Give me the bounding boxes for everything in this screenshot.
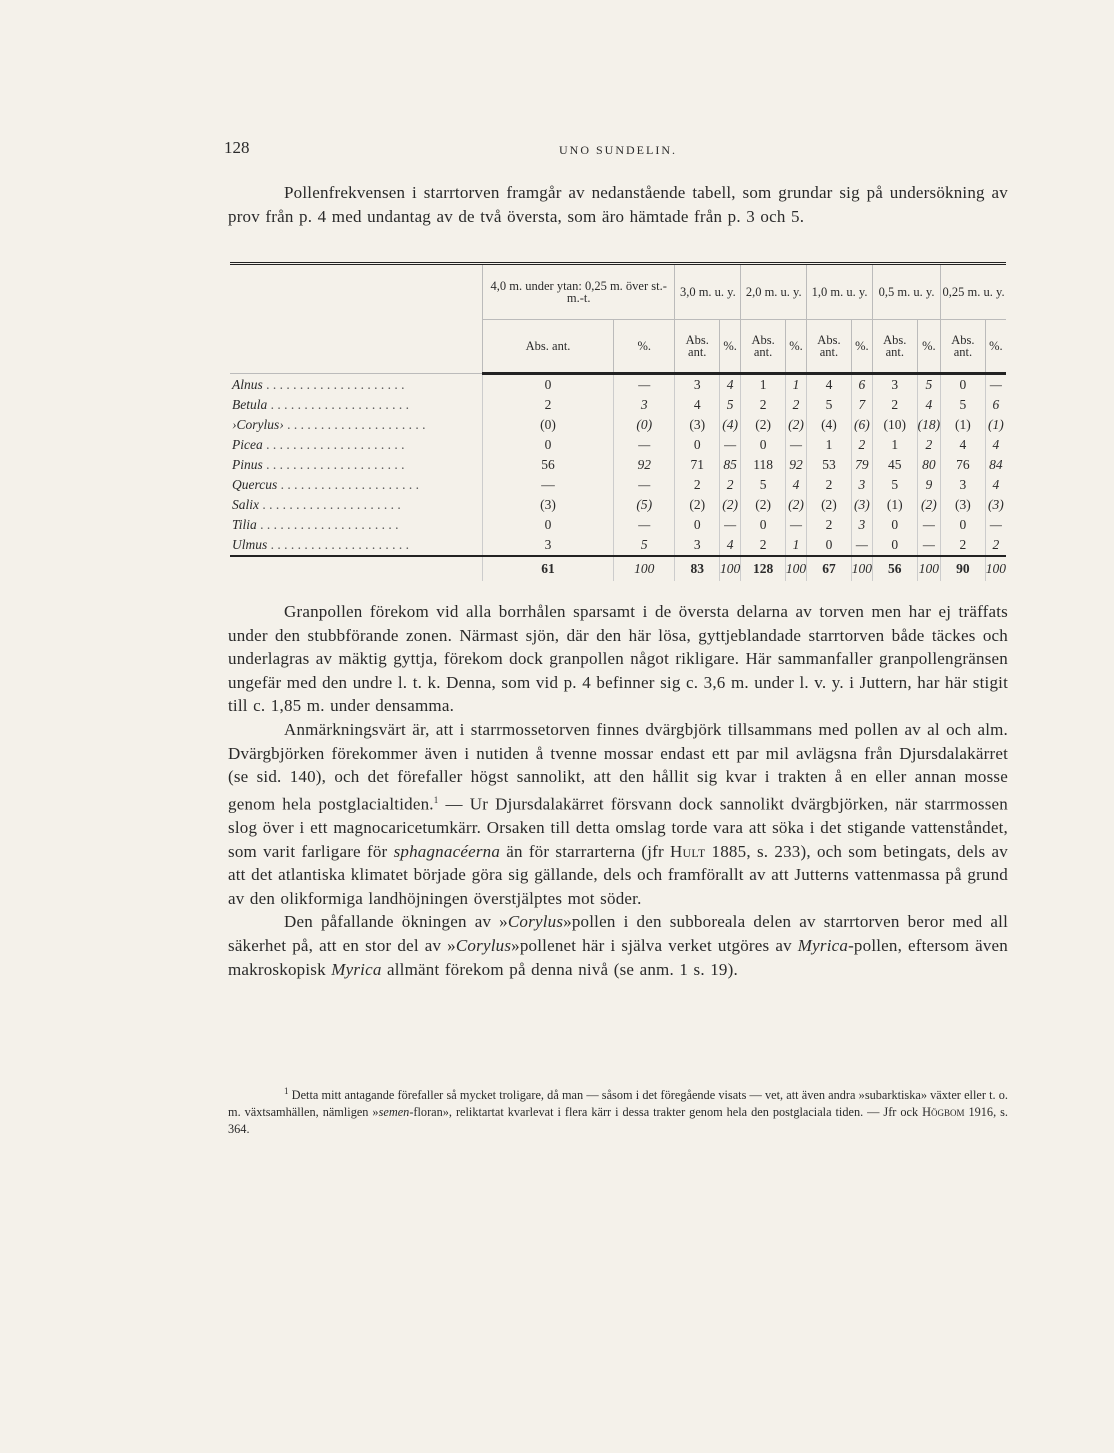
text-segment: Corylus	[455, 935, 512, 955]
abs-count-header: Abs. ant.	[807, 320, 852, 374]
abs-total: 90	[941, 556, 986, 581]
abs-count-cell: (2)	[675, 495, 720, 515]
text-segment: sphagnacéerna	[393, 841, 501, 861]
text-segment: »pollenet här i själva verket utgöres av	[511, 935, 798, 955]
text-segment: Pollenfrekvensen i starrtorven framgår av nedanstående tabell, som grundar sig på undersökning av prov från p. 4 med undantag av de två översta, som äro hämtade från p. 3 och 5.	[228, 183, 1008, 226]
abs-count-header: Abs. ant.	[873, 320, 918, 374]
totals-row	[230, 556, 1006, 581]
percent-total: 100	[785, 556, 806, 581]
percent-cell: 79	[851, 455, 872, 475]
abs-count-cell: 2	[807, 475, 852, 495]
paragraph	[228, 181, 1008, 228]
percent-cell: 3	[614, 395, 675, 415]
percent-cell: 5	[720, 395, 741, 415]
table-row	[230, 435, 1006, 455]
percent-cell: 9	[917, 475, 941, 495]
percent-cell: 92	[614, 455, 675, 475]
abs-count-cell: 0	[873, 535, 918, 556]
percent-cell: 4	[985, 475, 1006, 495]
percent-cell: —	[614, 435, 675, 455]
percent-cell: —	[785, 515, 806, 535]
text-segment: Den påfallande ökningen av »	[284, 912, 508, 932]
percent-cell: (1)	[985, 415, 1006, 435]
text-segment: 1885, s. 233), och som betingats, dels av att det atlantiska klimatet började göra sig gällande, dels och framförallt av att Jutterns vattenmassa på grund av den olikformiga landhöjningen överstjälptes mot söder.	[228, 841, 1008, 908]
abs-count-header: Abs. ant.	[941, 320, 986, 374]
table-row	[230, 475, 1006, 495]
percent-cell: 4	[720, 374, 741, 396]
abs-count-cell: 0	[483, 515, 614, 535]
table-row	[230, 415, 1006, 435]
abs-count-cell: 53	[807, 455, 852, 475]
abs-count-cell: —	[483, 475, 614, 495]
percent-cell: (4)	[720, 415, 741, 435]
percent-cell: (2)	[917, 495, 941, 515]
abs-count-cell: 5	[741, 475, 786, 495]
text-segment: »pollen i den subboreala delen av starrtorven beror med all säkerhet på, att en stor del av »	[228, 912, 1009, 955]
taxon-name: ›Corylus› . . .	[230, 415, 483, 435]
page-number: 128	[224, 138, 250, 157]
taxon-name: Alnus . . .	[230, 374, 483, 396]
percent-header: %.	[851, 320, 872, 374]
text-segment: Anmärkningsvärt är, att i starrmossetorven finnes dvärgbjörk tillsammans med pollen av al och alm. Dvärgbjörken förekommer även i nutiden å tvenne mossar endast ett par mil avlägsna från Djursdalakärret (se sid. 140), och det förefaller högst sannolikt, att den hållit sig kvar i trakten å en eller annan mosse genom hela postglacialtiden.	[228, 719, 1008, 814]
text-segment: Corylus	[507, 912, 564, 932]
percent-cell: (2)	[785, 495, 806, 515]
table-row	[230, 515, 1006, 535]
abs-count-cell: (3)	[483, 495, 614, 515]
body-paragraphs	[228, 600, 1008, 981]
abs-count-header: Abs. ant.	[483, 320, 614, 374]
percent-header: %.	[720, 320, 741, 374]
taxon-header-blank	[230, 264, 483, 374]
percent-cell: 6	[851, 374, 872, 396]
abs-total: 83	[675, 556, 720, 581]
percent-cell: 4	[720, 535, 741, 556]
abs-count-cell: 1	[807, 435, 852, 455]
text-segment: Detta mitt antagande förefaller så mycket troligare, då man — såsom i det föregående visats — vet, att även andra »subarktiska» växter eller t. o. m. växtsamhällen, nämligen »	[228, 1088, 1008, 1120]
percent-cell: 4	[917, 395, 941, 415]
table-row	[230, 535, 1006, 556]
text-segment: -pollen, eftersom även makroskopisk	[228, 935, 1009, 979]
percent-cell: 4	[985, 435, 1006, 455]
pollen-frequency-table	[230, 262, 1006, 581]
percent-cell: —	[614, 515, 675, 535]
abs-total: 56	[873, 556, 918, 581]
text-segment: än för starrarterna (jfr	[500, 841, 671, 861]
percent-cell: (6)	[851, 415, 872, 435]
taxon-name: Salix . . .	[230, 495, 483, 515]
text-segment: Granpollen förekom vid alla borrhålen sparsamt i de översta delarna av torven men har ej träffats under den stubbförande zonen. Närmast sjön, där den här lösa, gyttjeblandade starrtorven både täckes och underlagras av mäktig gyttja, förekom dock granpollen något rikligare. Här sammanfaller granpollengränsen ungefär med den undre l. t. k. Denna, som vid p. 4 befinner sig c. 3,6 m. under l. v. y. i Juttern, har här stigit till c. 1,85 m. under densamma.	[228, 602, 1008, 716]
text-segment: Hult	[670, 841, 706, 861]
percent-cell: (3)	[851, 495, 872, 515]
percent-cell: 3	[851, 515, 872, 535]
percent-header: %.	[985, 320, 1006, 374]
taxon-name: Pinus . . .	[230, 455, 483, 475]
percent-cell: 1	[785, 374, 806, 396]
table-row	[230, 374, 1006, 396]
percent-cell: —	[985, 374, 1006, 396]
abs-total: 67	[807, 556, 852, 581]
abs-count-cell: 0	[807, 535, 852, 556]
abs-count-cell: 118	[741, 455, 786, 475]
footnote	[228, 1083, 1008, 1138]
percent-cell: —	[614, 475, 675, 495]
percent-cell: (2)	[785, 415, 806, 435]
abs-count-cell: 56	[483, 455, 614, 475]
abs-count-cell: 71	[675, 455, 720, 475]
abs-count-header: Abs. ant.	[741, 320, 786, 374]
percent-cell: 5	[614, 535, 675, 556]
percent-header: %.	[614, 320, 675, 374]
abs-count-cell: 2	[873, 395, 918, 415]
percent-cell: 4	[785, 475, 806, 495]
taxon-name: Betula . . .	[230, 395, 483, 415]
percent-cell: 6	[985, 395, 1006, 415]
percent-cell: 85	[720, 455, 741, 475]
abs-count-cell: (3)	[941, 495, 986, 515]
abs-count-cell: 0	[741, 515, 786, 535]
abs-count-cell: (0)	[483, 415, 614, 435]
percent-cell: —	[851, 535, 872, 556]
depth-header: 1,0 m. u. y.	[807, 264, 873, 320]
paragraph	[228, 910, 1008, 981]
taxon-name: Quercus . . .	[230, 475, 483, 495]
depth-header: 4,0 m. under ytan: 0,25 m. över st.-m.-t.	[483, 264, 675, 320]
paragraph	[228, 600, 1008, 718]
totals-label-blank	[230, 556, 483, 581]
table-row	[230, 495, 1006, 515]
abs-count-cell: 2	[675, 475, 720, 495]
abs-count-cell: 0	[675, 515, 720, 535]
running-head-author: UNO SUNDELIN.	[559, 143, 677, 157]
taxon-name: Ulmus . . .	[230, 535, 483, 556]
percent-cell: 1	[785, 535, 806, 556]
text-segment: semen	[378, 1105, 410, 1120]
abs-count-cell: 0	[483, 374, 614, 396]
abs-total: 128	[741, 556, 786, 581]
abs-count-cell: 1	[741, 374, 786, 396]
abs-total: 61	[483, 556, 614, 581]
abs-count-cell: 0	[483, 435, 614, 455]
abs-count-cell: 0	[941, 515, 986, 535]
abs-count-cell: 4	[807, 374, 852, 396]
percent-total: 100	[985, 556, 1006, 581]
percent-cell: (0)	[614, 415, 675, 435]
percent-cell: —	[917, 535, 941, 556]
abs-count-cell: 2	[741, 395, 786, 415]
percent-cell: —	[785, 435, 806, 455]
text-segment: — Ur Djursdalakärret försvann dock sannolikt dvärgbjörken, när starrmossen slog över i ett magnocaricetumkärr. Orsaken till detta omslag torde vara att söka i det stigande vattenståndet, som varit farligare för	[228, 794, 1008, 861]
abs-count-cell: (10)	[873, 415, 918, 435]
abs-count-cell: 3	[675, 535, 720, 556]
taxon-name: Tilia . . .	[230, 515, 483, 535]
percent-cell: —	[720, 515, 741, 535]
percent-cell: 84	[985, 455, 1006, 475]
abs-count-cell: 3	[873, 374, 918, 396]
percent-total: 100	[851, 556, 872, 581]
abs-count-cell: (2)	[741, 495, 786, 515]
running-header	[224, 138, 1008, 162]
percent-header: %.	[785, 320, 806, 374]
text-segment: -floran», reliktartat kvarlevat i flera kärr i dessa trakter genom hela den postglaciala tiden. — Jfr ock	[409, 1105, 923, 1120]
percent-cell: —	[917, 515, 941, 535]
abs-count-cell: 2	[807, 515, 852, 535]
abs-count-cell: (2)	[807, 495, 852, 515]
footnote-ref: 1	[284, 1086, 289, 1096]
text-segment: Myrica	[331, 959, 382, 979]
percent-cell: (18)	[917, 415, 941, 435]
abs-count-cell: 2	[741, 535, 786, 556]
abs-count-cell: 4	[941, 435, 986, 455]
depth-header: 0,5 m. u. y.	[873, 264, 941, 320]
percent-cell: 80	[917, 455, 941, 475]
percent-cell: 7	[851, 395, 872, 415]
table-row	[230, 455, 1006, 475]
abs-count-cell: 3	[483, 535, 614, 556]
percent-cell: 92	[785, 455, 806, 475]
abs-count-cell: 3	[941, 475, 986, 495]
footnote-ref: 1	[433, 794, 439, 805]
abs-count-header: Abs. ant.	[675, 320, 720, 374]
percent-cell: —	[985, 515, 1006, 535]
abs-count-cell: 3	[675, 374, 720, 396]
percent-cell: (3)	[985, 495, 1006, 515]
text-segment: Myrica	[797, 935, 849, 955]
percent-cell: 2	[985, 535, 1006, 556]
abs-count-cell: 5	[807, 395, 852, 415]
intro-paragraphs	[228, 181, 1008, 228]
abs-count-cell: 2	[941, 535, 986, 556]
abs-count-cell: 0	[941, 374, 986, 396]
percent-total: 100	[720, 556, 741, 581]
percent-cell: 3	[851, 475, 872, 495]
abs-count-cell: (2)	[741, 415, 786, 435]
abs-count-cell: 0	[675, 435, 720, 455]
table-row	[230, 395, 1006, 415]
percent-cell: 2	[851, 435, 872, 455]
abs-count-cell: 2	[483, 395, 614, 415]
percent-cell: (5)	[614, 495, 675, 515]
abs-count-cell: 4	[675, 395, 720, 415]
abs-count-cell: (4)	[807, 415, 852, 435]
percent-cell: (2)	[720, 495, 741, 515]
abs-count-cell: 5	[873, 475, 918, 495]
percent-header: %.	[917, 320, 941, 374]
text-segment: Högbom	[922, 1105, 965, 1120]
abs-count-cell: (1)	[873, 495, 918, 515]
percent-total: 100	[614, 556, 675, 581]
text-segment: 1916, s. 364.	[228, 1105, 1008, 1137]
percent-cell: —	[720, 435, 741, 455]
abs-count-cell: 1	[873, 435, 918, 455]
percent-cell: 5	[917, 374, 941, 396]
abs-count-cell: 45	[873, 455, 918, 475]
taxon-name: Picea . . .	[230, 435, 483, 455]
abs-count-cell: 76	[941, 455, 986, 475]
percent-cell: 2	[785, 395, 806, 415]
abs-count-cell: (3)	[675, 415, 720, 435]
depth-header: 0,25 m. u. y.	[941, 264, 1006, 320]
percent-total: 100	[917, 556, 941, 581]
percent-cell: 2	[720, 475, 741, 495]
abs-count-cell: 5	[941, 395, 986, 415]
percent-cell: 2	[917, 435, 941, 455]
percent-cell: —	[614, 374, 675, 396]
depth-header: 3,0 m. u. y.	[675, 264, 741, 320]
abs-count-cell: (1)	[941, 415, 986, 435]
abs-count-cell: 0	[741, 435, 786, 455]
text-segment: allmänt förekom på denna nivå (se anm. 1 s. 19).	[381, 959, 738, 979]
depth-header: 2,0 m. u. y.	[741, 264, 807, 320]
paragraph	[228, 718, 1008, 910]
abs-count-cell: 0	[873, 515, 918, 535]
